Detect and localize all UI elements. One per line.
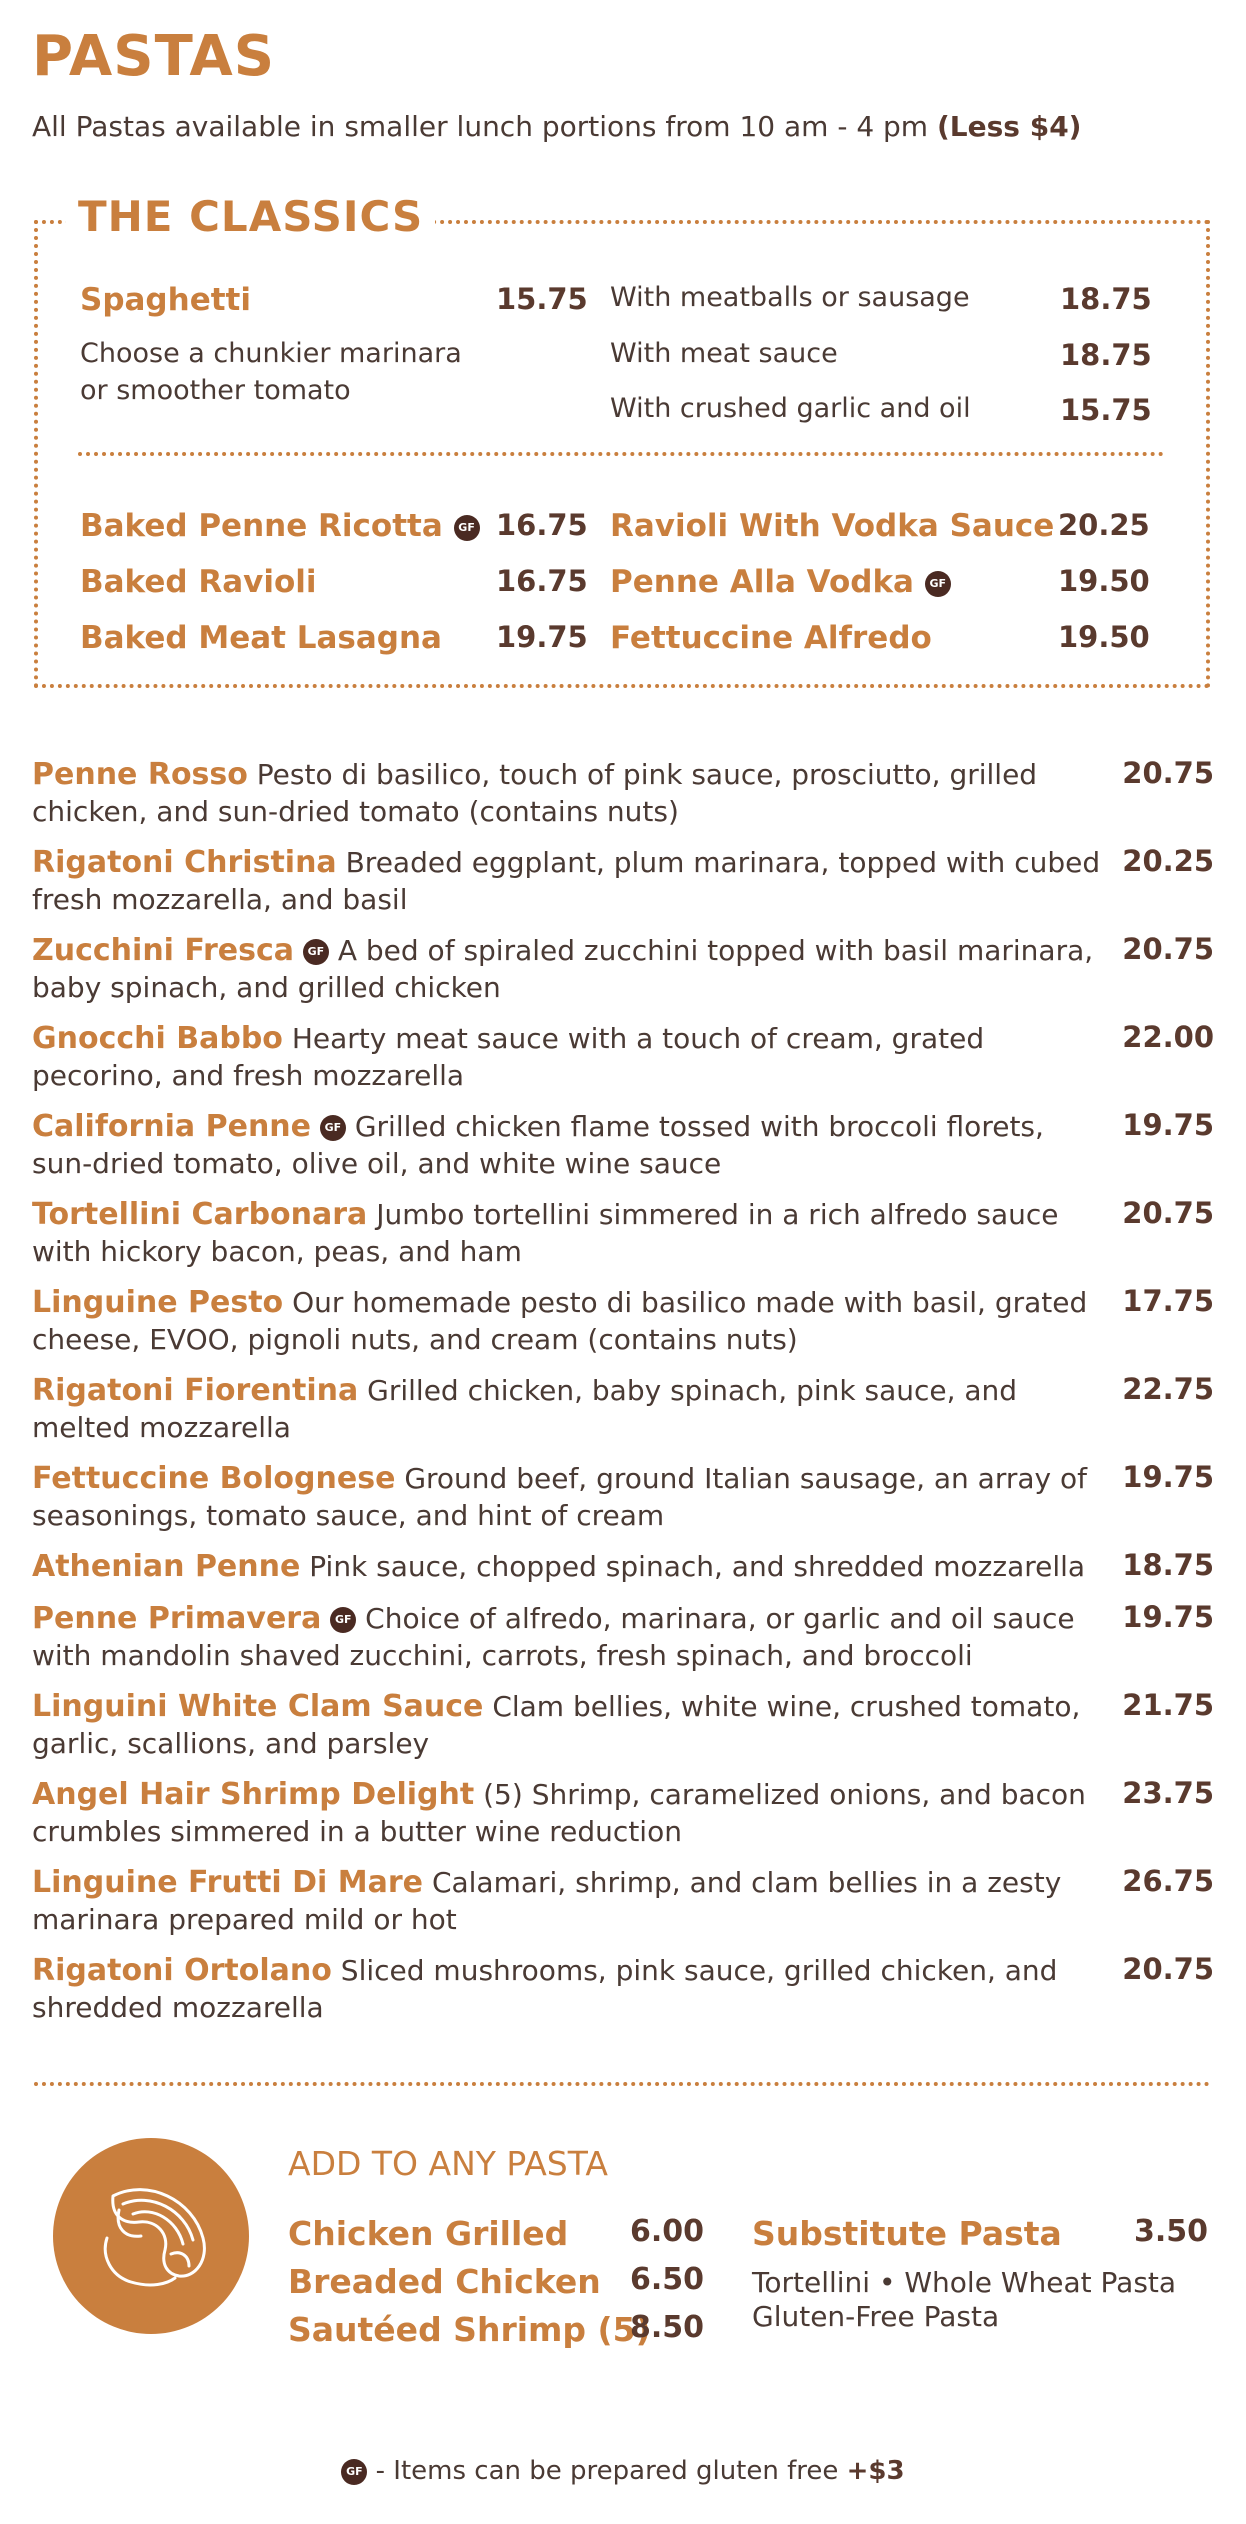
menu-item-desc: Jumbo tortellini simmered in a rich alfredo sauce with hickory bacon, peas, and ham [32, 1198, 1059, 1268]
menu-item [32, 1460, 1112, 1534]
menu-item-price: 20.75 [1122, 756, 1214, 790]
spaghetti-option-price: 15.75 [1060, 393, 1152, 427]
menu-item [32, 1196, 1112, 1270]
addon-heading: ADD TO ANY PASTA [288, 2144, 608, 2183]
menu-item [32, 844, 1112, 918]
menu-item [32, 1548, 1112, 1585]
spaghetti-option-label: With meatballs or sausage [610, 282, 970, 313]
gluten-free-icon: GF [925, 571, 951, 597]
substitute-name: Substitute Pasta [752, 2214, 1062, 2253]
addon-name: Chicken Grilled [288, 2214, 569, 2253]
menu-item [32, 1372, 1112, 1446]
classic-item-price: 16.75 [496, 564, 588, 598]
menu-item-desc: Clam bellies, white wine, crushed tomato, garlic, scallions, and parsley [32, 1690, 1081, 1760]
addon-price: 6.50 [630, 2262, 705, 2297]
classic-item-name: Baked Ravioli [80, 564, 317, 600]
menu-item-desc: Choice of alfredo, marinara, or garlic and oil sauce with mandolin shaved zucchini, carrots, fresh spinach, and broccoli [32, 1602, 1075, 1672]
menu-item-price: 20.25 [1122, 844, 1214, 878]
menu-item-price: 22.75 [1122, 1372, 1214, 1406]
menu-item [32, 1688, 1112, 1762]
menu-item [32, 1600, 1112, 1674]
addon-price: 6.00 [630, 2214, 705, 2249]
menu-item-name: Linguini White Clam Sauce [32, 1689, 484, 1724]
page-title: PASTAS [32, 24, 276, 89]
classic-item-label: Penne Alla Vodka [610, 564, 914, 600]
pasta-badge [53, 2138, 249, 2334]
lunch-note [32, 110, 1081, 143]
menu-item-desc: A bed of spiraled zucchini topped with basil marinara, baby spinach, and grilled chicken [32, 934, 1094, 1004]
substitute-options-line1: Tortellini • Whole Wheat Pasta [752, 2266, 1177, 2299]
menu-item-price: 19.75 [1122, 1460, 1214, 1494]
menu-item-price: 19.75 [1122, 1108, 1214, 1142]
menu-item [32, 1020, 1112, 1094]
section-divider [34, 2082, 1210, 2086]
menu-item-desc: Pesto di basilico, touch of pink sauce, prosciutto, grilled chicken, and sun-dried tomato (contains nuts) [32, 758, 1038, 828]
menu-item-desc: Grilled chicken flame tossed with broccoli florets, sun-dried tomato, olive oil, and white wine sauce [32, 1110, 1044, 1180]
menu-item [32, 1776, 1112, 1850]
menu-item-name: Angel Hair Shrimp Delight [32, 1777, 475, 1812]
classic-item-name: Ravioli With Vodka Sauce [610, 508, 1055, 544]
menu-item-desc: Calamari, shrimp, and clam bellies in a zesty marinara prepared mild or hot [32, 1866, 1062, 1936]
classics-heading: THE CLASSICS [66, 192, 435, 241]
gluten-free-upcharge: +$3 [846, 2456, 905, 2486]
menu-item-name: Penne Rosso [32, 757, 248, 792]
menu-item-price: 26.75 [1122, 1864, 1214, 1898]
classic-item-name: Fettuccine Alfredo [610, 620, 932, 656]
classic-item-price: 16.75 [496, 508, 588, 542]
spaghetti-desc-line2: or smoother tomato [80, 375, 351, 406]
menu-item [32, 1108, 1112, 1182]
menu-item [32, 1284, 1112, 1358]
menu-item-name: Linguine Pesto [32, 1285, 284, 1320]
menu-item-name: Fettuccine Bolognese [32, 1461, 396, 1496]
classic-item-name: Baked Meat Lasagna [80, 620, 442, 656]
menu-item-desc: Our homemade pesto di basilico made with basil, grated cheese, EVOO, pignoli nuts, and cream (contains nuts) [32, 1286, 1088, 1356]
menu-item [32, 756, 1112, 830]
spaghetti-option-price: 18.75 [1060, 282, 1152, 316]
gluten-free-icon: GF [341, 2459, 367, 2485]
addon-name: Breaded Chicken [288, 2262, 601, 2301]
menu-item-price: 20.75 [1122, 1952, 1214, 1986]
addon-name: Sautéed Shrimp (5) [288, 2310, 651, 2349]
menu-item-name: Rigatoni Fiorentina [32, 1373, 359, 1408]
menu-item-name: Zucchini Fresca [32, 933, 295, 968]
menu-item-price: 23.75 [1122, 1776, 1214, 1810]
gluten-free-icon: GF [330, 1607, 356, 1633]
classic-item-price: 20.25 [1058, 508, 1150, 542]
menu-item-price: 20.75 [1122, 1196, 1214, 1230]
menu-item-desc: Breaded eggplant, plum marinara, topped with cubed fresh mozzarella, and basil [32, 846, 1101, 916]
gluten-free-icon: GF [320, 1115, 346, 1141]
menu-item-name: Tortellini Carbonara [32, 1197, 368, 1232]
gluten-free-icon: GF [303, 939, 329, 965]
menu-item-name: Penne Primavera [32, 1601, 322, 1636]
menu-item [32, 1864, 1112, 1938]
spaghetti-option-label: With crushed garlic and oil [610, 393, 971, 424]
menu-item-desc: Grilled chicken, baby spinach, pink sauce, and melted mozzarella [32, 1374, 1018, 1444]
menu-item-price: 20.75 [1122, 932, 1214, 966]
menu-item-price: 19.75 [1122, 1600, 1214, 1634]
substitute-options-line2: Gluten-Free Pasta [752, 2300, 1000, 2333]
menu-item-price: 18.75 [1122, 1548, 1214, 1582]
menu-item-price: 17.75 [1122, 1284, 1214, 1318]
addon-price: 8.50 [630, 2310, 705, 2345]
menu-item-desc: Pink sauce, chopped spinach, and shredded mozzarella [309, 1550, 1086, 1583]
pasta-icon [53, 2138, 249, 2334]
classic-item-label: Baked Penne Ricotta [80, 508, 443, 544]
lunch-note-discount: (Less $4) [937, 110, 1082, 143]
classics-divider [78, 452, 1164, 456]
menu-item-name: Rigatoni Ortolano [32, 1953, 332, 1988]
substitute-price: 3.50 [1134, 2214, 1209, 2249]
menu-item-desc: (5) Shrimp, caramelized onions, and bacon crumbles simmered in a butter wine reduction [32, 1778, 1086, 1848]
spaghetti-name: Spaghetti [80, 282, 251, 318]
gluten-free-legend [0, 2456, 1246, 2486]
menu-item [32, 1952, 1112, 2026]
gluten-free-legend-text: - Items can be prepared gluten free [375, 2456, 839, 2486]
classic-item-name [80, 508, 480, 544]
menu-item-desc: Sliced mushrooms, pink sauce, grilled chicken, and shredded mozzarella [32, 1954, 1058, 2024]
lunch-note-text: All Pastas available in smaller lunch portions from 10 am - 4 pm [32, 110, 929, 143]
classic-item-price: 19.50 [1058, 620, 1150, 654]
menu-item [32, 932, 1112, 1006]
spaghetti-option-price: 18.75 [1060, 338, 1152, 372]
spaghetti-price: 15.75 [496, 282, 588, 316]
menu-item-desc: Hearty meat sauce with a touch of cream, grated pecorino, and fresh mozzarella [32, 1022, 985, 1092]
menu-item-name: Rigatoni Christina [32, 845, 337, 880]
gluten-free-icon: GF [454, 515, 480, 541]
classic-item-price: 19.50 [1058, 564, 1150, 598]
spaghetti-option-label: With meat sauce [610, 338, 838, 369]
classic-item-name [610, 564, 951, 600]
spaghetti-desc-line1: Choose a chunkier marinara [80, 338, 462, 369]
menu-item-price: 21.75 [1122, 1688, 1214, 1722]
menu-item-name: Linguine Frutti Di Mare [32, 1865, 424, 1900]
menu-item-desc: Ground beef, ground Italian sausage, an array of seasonings, tomato sauce, and hint of cream [32, 1462, 1087, 1532]
menu-item-name: Athenian Penne [32, 1549, 301, 1584]
classic-item-price: 19.75 [496, 620, 588, 654]
menu-item-price: 22.00 [1122, 1020, 1214, 1054]
menu-item-name: Gnocchi Babbo [32, 1021, 283, 1056]
menu-item-name: California Penne [32, 1109, 312, 1144]
